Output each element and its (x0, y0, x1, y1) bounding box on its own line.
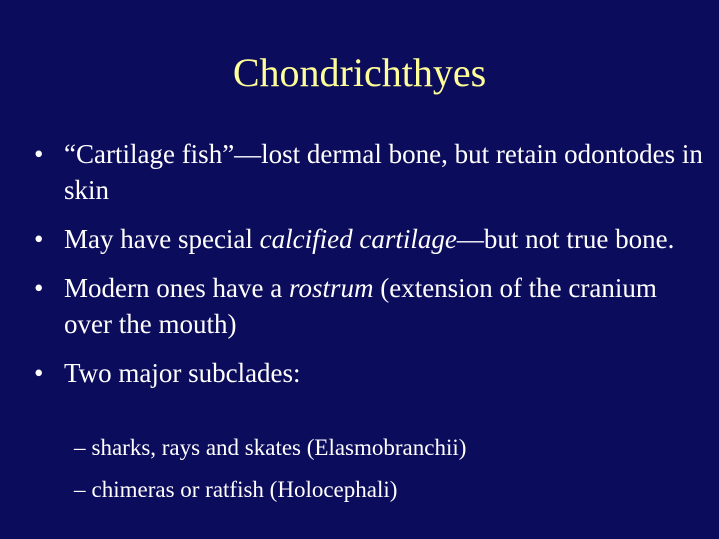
bullet-item-calcified-cartilage (34, 221, 704, 257)
bullet-marker: • (34, 224, 44, 254)
bullet-text-emphasis: rostrum (288, 273, 374, 303)
bullet-item-cartilage-fish (34, 136, 704, 208)
bullet-item-subclades (34, 355, 704, 391)
sub-marker: – (74, 477, 86, 502)
bullet-text: “Cartilage fish”—lost dermal bone, but retain odontodes in skin (64, 139, 703, 205)
subitem-text: sharks, rays and skates (Elasmobranchii) (91, 435, 467, 460)
bullet-text-emphasis: calcified cartilage (259, 224, 457, 254)
subitem-elasmobranchii (74, 434, 704, 462)
subitem-holocephali (74, 476, 704, 504)
bullet-text (64, 221, 704, 257)
subitem-text: chimeras or ratfish (Holocephali) (91, 477, 398, 502)
sub-marker: – (74, 435, 86, 460)
bullet-marker: • (34, 273, 44, 303)
bullet-text (64, 270, 704, 342)
bullet-text-before: Modern ones have a (64, 273, 289, 303)
bullet-text-after: (extension of the cranium over the mouth) (64, 273, 657, 339)
bullet-marker: • (34, 358, 44, 388)
bullet-text-before: May have special (64, 224, 260, 254)
bullet-item-rostrum (34, 270, 704, 342)
bullet-marker: • (34, 139, 44, 169)
bullet-list (34, 136, 704, 404)
slide-title: Chondrichthyes (232, 50, 487, 95)
bullet-text-after: —but not true bone. (456, 224, 675, 254)
bullet-text: Two major subclades: (64, 358, 301, 388)
